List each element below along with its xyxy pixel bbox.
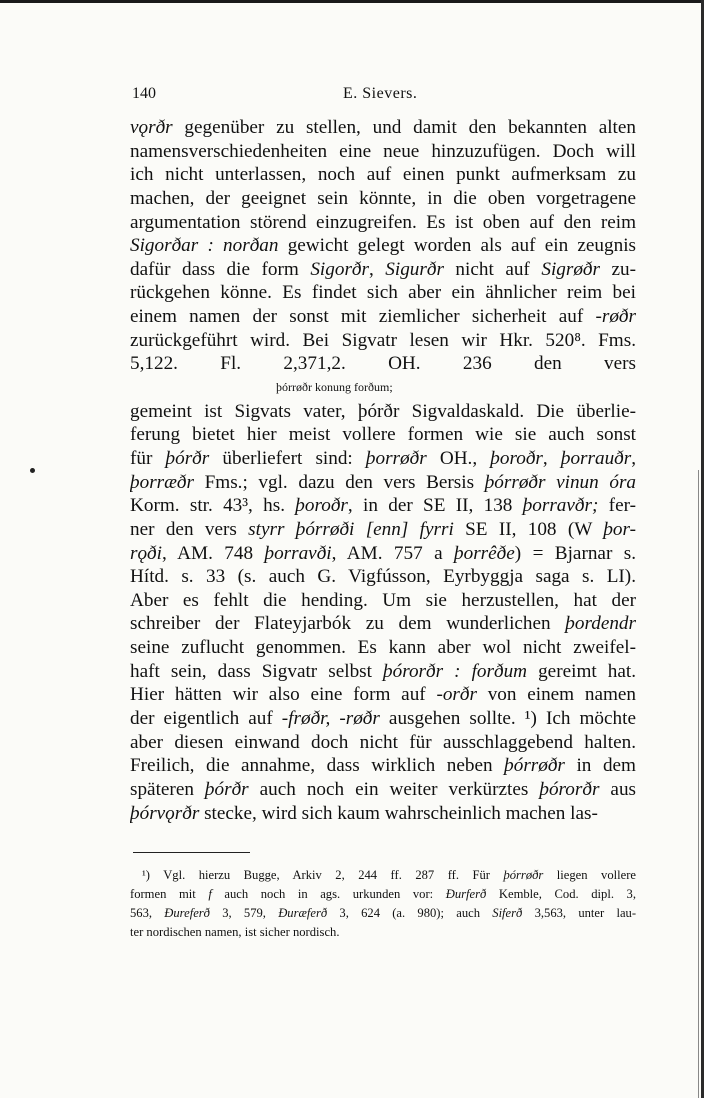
text-segment: Hítd. s. 33 (s. auch G. Vigfússon, Eyrbyggja saga s. LI).: [130, 566, 636, 588]
text-segment: , AM. 748: [162, 542, 265, 564]
italic-segment: -røðr: [595, 306, 636, 328]
text-segment: ) = Bjarnar s.: [514, 542, 636, 564]
text-segment: Korm. str. 43³, hs.: [130, 495, 296, 517]
text-line: [130, 494, 636, 518]
running-head: E. Sievers.: [343, 85, 418, 102]
text-segment: schreiber der Flateyjarbók zu dem wunderlichen: [130, 613, 566, 635]
text-segment: überliefert sind:: [209, 447, 366, 469]
italic-segment: þorrøðr: [365, 447, 427, 469]
text-segment: dafür dass die form: [130, 258, 311, 280]
text-line: [130, 140, 636, 164]
text-line: [130, 352, 636, 376]
italic-segment: þórorðr : forðum: [383, 660, 528, 682]
footnote-line: [130, 866, 636, 885]
text-segment: stecke, wird sich kaum wahrscheinlich machen las-: [199, 802, 598, 824]
text-line: [130, 542, 636, 566]
italic-segment: Đureferð: [164, 906, 210, 920]
text-segment: namensverschiedenheiten eine neue hinzuzufügen. Doch will: [130, 140, 636, 162]
italic-segment: þordendr: [565, 613, 636, 635]
text-line: [130, 589, 636, 613]
text-segment: späteren: [130, 778, 205, 800]
text-segment: ner den vers: [130, 518, 249, 540]
text-segment: in dem: [564, 755, 636, 777]
text-segment: Freilich, die annahme, dass wirklich neben: [130, 755, 505, 777]
text-segment: zu-: [599, 258, 636, 280]
italic-segment: þorræðr: [130, 471, 194, 493]
text-line: [130, 305, 636, 329]
text-segment: Fms.; vgl. dazu den vers Bersis: [193, 471, 485, 493]
text-segment: argumentation störend einzugreifen. Es ist oben auf den reim: [130, 211, 636, 233]
text-line: [130, 518, 636, 542]
text-segment: OH.,: [426, 447, 491, 469]
text-segment: haft sein, dass Sigvatr selbst: [130, 660, 384, 682]
text-segment: für: [130, 447, 166, 469]
text-segment: þórrøðr konung forðum;: [276, 380, 393, 395]
text-segment: 3, 579,: [209, 906, 279, 920]
text-segment: nicht auf: [443, 258, 542, 280]
text-segment: ,: [542, 447, 561, 469]
text-line: [130, 116, 636, 140]
text-segment: 3, 624 (a. 980); auch: [327, 906, 493, 920]
text-segment: der eigentlich auf: [130, 708, 282, 730]
text-segment: SE II, 108 (W: [453, 518, 604, 540]
italic-segment: Sigorðr: [310, 258, 369, 280]
text-segment: aber diesen einwand doch nicht für ausschlaggebend halten.: [130, 731, 636, 753]
text-segment: 5,122. Fl. 2,371,2. OH. 236 den vers: [130, 353, 636, 375]
text-segment: 563,: [130, 906, 165, 920]
text-segment: ferung bietet hier meist vollere formen wie sie auch sonst: [130, 424, 636, 446]
text-line: [130, 778, 636, 802]
text-segment: , AM. 757 a: [331, 542, 455, 564]
italic-segment: þorrauðr: [560, 447, 632, 469]
text-segment: seine zuflucht genommen. Es kann aber wol nicht zweifel-: [130, 637, 636, 659]
text-segment: liegen vollere: [543, 868, 636, 882]
italic-segment: þoroðr: [490, 447, 543, 469]
text-segment: machen, der geeignet sein könnte, in die oben vorgetragene: [130, 187, 636, 209]
italic-segment: Sigurðr: [385, 258, 444, 280]
text-segment: gewicht gelegt worden als auf ein zeugnis: [278, 235, 636, 257]
text-segment: auch noch ein weiter verkürztes: [248, 778, 540, 800]
text-segment: gemeint ist Sigvats vater, þórðr Sigvaldaskald. Die überlie-: [130, 400, 636, 422]
footnotes: [130, 866, 636, 942]
text-segment: von einem namen: [476, 684, 636, 706]
text-line: [130, 234, 636, 258]
text-segment: ter nordischen namen, ist sicher nordisch.: [130, 925, 340, 939]
italic-segment: -frøðr, -røðr: [281, 708, 380, 730]
text-line: [130, 660, 636, 684]
footnote-rule: [133, 852, 250, 853]
text-line: [130, 423, 636, 447]
text-line: [130, 754, 636, 778]
page-right-shadow: [698, 470, 699, 1098]
page-number: 140: [132, 85, 156, 102]
text-line: [130, 565, 636, 589]
text-segment: aus: [599, 778, 636, 800]
text-segment: formen mit: [130, 887, 209, 901]
italic-segment: þórrøðr: [504, 755, 565, 777]
italic-segment: þórrøðr: [503, 868, 544, 882]
italic-segment: f: [208, 887, 212, 901]
italic-segment: Đuræferð: [278, 906, 328, 920]
italic-segment: þórorðr: [539, 778, 600, 800]
text-segment: ich nicht unterlassen, noch auf einen punkt aufmerksam zu: [130, 164, 636, 186]
text-segment: 3,563, unter lau-: [522, 906, 636, 920]
italic-segment: þórvǫrðr: [130, 802, 200, 824]
italic-segment: Siferð: [492, 906, 523, 920]
text-segment: ¹) Vgl. hierzu Bugge, Arkiv 2, 244 ff. 287 ff. Für: [142, 868, 504, 882]
text-line: [130, 636, 636, 660]
text-line: [130, 211, 636, 235]
italic-segment: þórðr: [204, 778, 249, 800]
italic-segment: -orðr: [436, 684, 477, 706]
text-segment: ausgehen sollte. ¹) Ich möchte: [379, 708, 636, 730]
text-segment: ,: [631, 447, 636, 469]
body-text: [130, 116, 636, 825]
italic-segment: þórrøðr vinun óra: [484, 471, 636, 493]
text-segment: Kemble, Cod. dipl. 3,: [486, 887, 636, 901]
text-segment: Aber es fehlt die hending. Um sie herzustellen, hat der: [130, 589, 636, 611]
quoted-verse: [130, 376, 636, 400]
italic-segment: þoroðr: [295, 495, 348, 517]
text-line: [130, 802, 636, 826]
italic-segment: vǫrðr: [130, 117, 173, 138]
text-segment: fer-: [598, 495, 636, 517]
text-line: [130, 447, 636, 471]
text-segment: gegenüber zu stellen, und damit den bekannten alten: [172, 117, 636, 138]
text-segment: ,: [368, 258, 386, 280]
text-segment: zurückgeführt wird. Bei Sigvatr lesen wir Hkr. 520⁸. Fms.: [130, 329, 636, 351]
text-line: [130, 329, 636, 353]
text-segment: rückgehen könne. Es findet sich aber ein ähnlicher reim bei: [130, 282, 636, 304]
text-line: [130, 731, 636, 755]
footnote-line: [130, 923, 636, 942]
text-line: [130, 400, 636, 424]
italic-segment: þorravðr;: [522, 495, 599, 517]
page-top-edge: [0, 0, 704, 3]
italic-segment: þorravði: [264, 542, 332, 564]
text-line: [130, 258, 636, 282]
italic-segment: Sigorðar : norðan: [130, 235, 279, 257]
text-segment: , in der SE II, 138: [347, 495, 523, 517]
text-line: [130, 281, 636, 305]
text-segment: Hier hätten wir also eine form auf: [130, 684, 437, 706]
italic-segment: rǫði: [130, 542, 162, 564]
italic-segment: þórðr: [165, 447, 210, 469]
text-line: [130, 683, 636, 707]
italic-segment: Đurferð: [445, 887, 487, 901]
italic-segment: Sigrøðr: [541, 258, 600, 280]
footnote-line: [130, 904, 636, 923]
text-line: [130, 707, 636, 731]
text-line: [130, 163, 636, 187]
italic-segment: þorrêðe: [454, 542, 515, 564]
text-line: [130, 187, 636, 211]
footnote-line: [130, 885, 636, 904]
text-segment: einem namen der sonst mit ziemlicher sicherheit auf: [130, 306, 596, 328]
text-line: [130, 471, 636, 495]
italic-segment: þor-: [603, 518, 636, 540]
text-line: [130, 612, 636, 636]
margin-mark: [30, 468, 35, 473]
italic-segment: styrr þórrøði [enn] fyrri: [248, 518, 454, 540]
text-segment: gereimt hat.: [527, 660, 636, 682]
text-segment: auch noch in ags. urkunden vor:: [211, 887, 446, 901]
